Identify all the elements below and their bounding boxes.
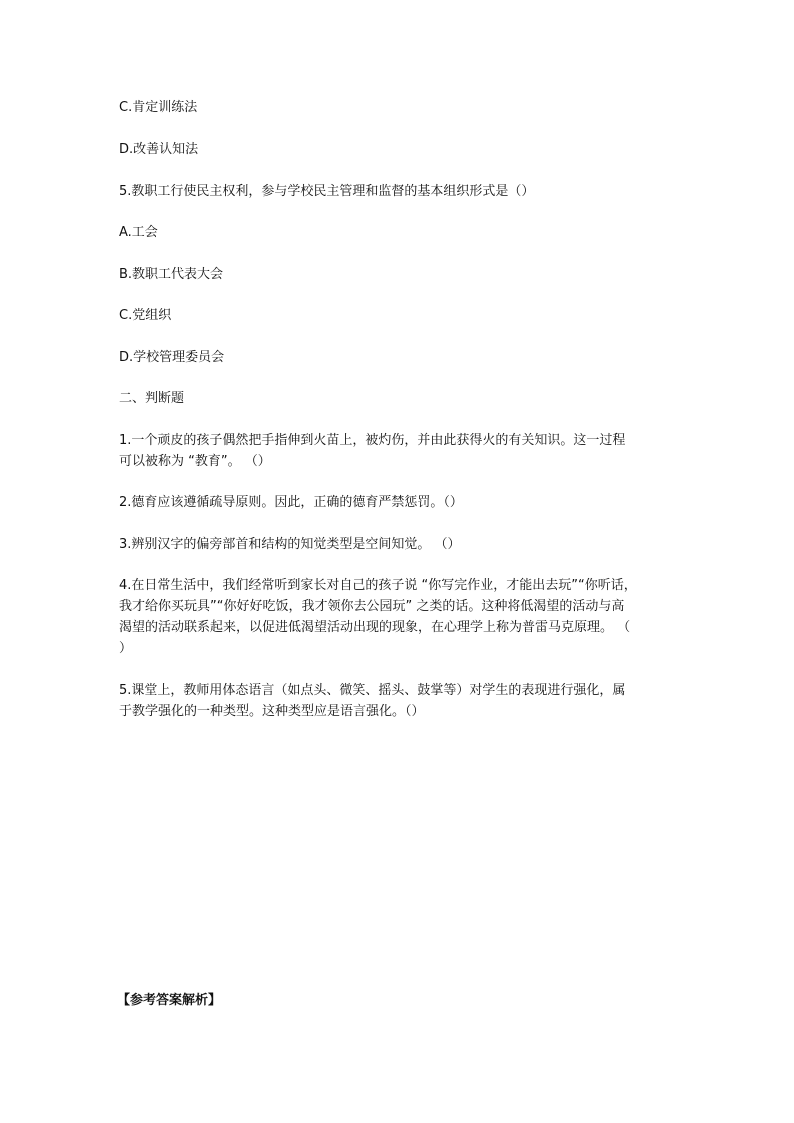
text-line: 可以被称为 “教育”。 （） (119, 454, 271, 469)
text-line: 我才给你买玩具”“你好好吃饭，我才领你去公园玩” 之类的话。这种将低渴望的活动与高 (119, 599, 625, 614)
text-line: 1.一个顽皮的孩子偶然把手指伸到火苗上，被灼伤，并由此获得火的有关知识。这一过程 (119, 433, 626, 448)
text-line: 渴望的活动联系起来，以促进低渴望活动出现的现象，在心理学上称为普雷马克原理。 （ (119, 620, 631, 635)
judgment-item-3 (119, 534, 679, 555)
question-5-option-d: D.学校管理委员会 (119, 350, 225, 365)
judgment-item-5 (119, 680, 679, 722)
text-line: ） (119, 641, 133, 656)
judgment-item-2 (119, 492, 679, 513)
option-c: C.肯定训练法 (119, 100, 198, 115)
judgment-item-4 (119, 575, 679, 659)
question-5-option-c: C.党组织 (119, 308, 172, 323)
text-line: 2.德育应该遵循疏导原则。因此，正确的德育严禁惩罚。（） (119, 495, 463, 510)
section-heading: 二、判断题 (119, 391, 185, 406)
answer-analysis-heading: 【参考答案解析】 (117, 993, 222, 1008)
question-5-option-b: B.教职工代表大会 (119, 267, 224, 282)
text-line: 于教学强化的一种类型。这种类型应是语言强化。（） (119, 704, 425, 719)
question-5-stem: 5.教职工行使民主权利，参与学校民主管理和监督的基本组织形式是（） (119, 184, 535, 199)
judgment-item-1 (119, 430, 679, 472)
question-5-option-a: A.工会 (119, 225, 158, 240)
option-d: D.改善认知法 (119, 142, 199, 157)
text-line: 3.辨别汉字的偏旁部首和结构的知觉类型是空间知觉。 （） (119, 537, 461, 552)
text-line: 4.在日常生活中，我们经常听到家长对自己的孩子说 “你写完作业，才能出去玩”“你听话， (119, 578, 637, 593)
text-line: 5.课堂上，教师用体态语言（如点头、微笑、摇头、鼓掌等）对学生的表现进行强化，属 (119, 683, 626, 698)
